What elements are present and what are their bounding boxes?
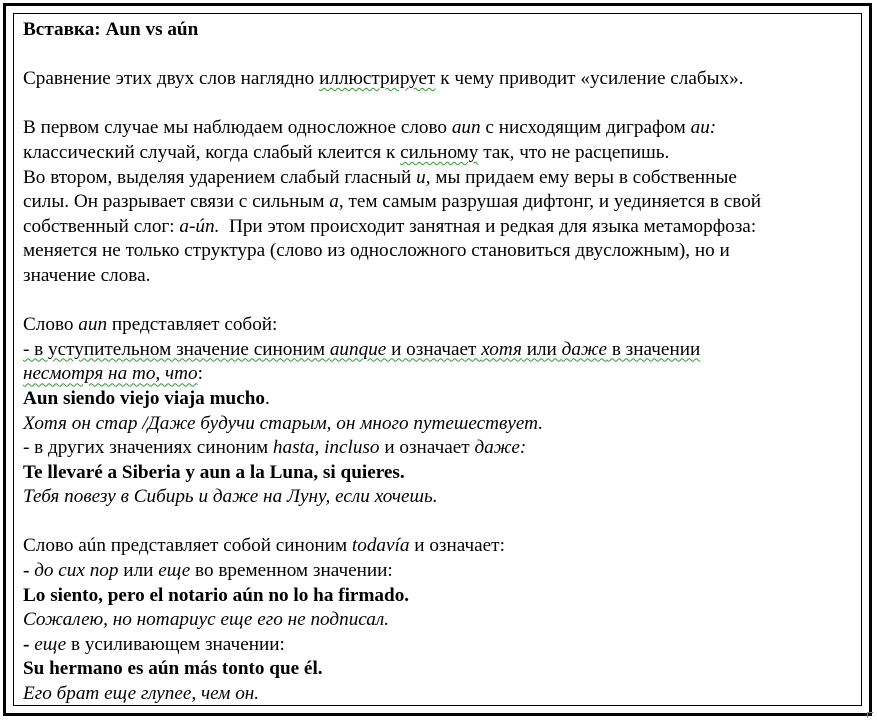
example-sentence: Su hermano es aún más tonto que él.	[23, 658, 323, 680]
italic-term: даже:	[474, 437, 527, 459]
paragraph-line: меняется не только структура (слово из односложного становиться двусложным), но и	[23, 240, 730, 262]
example-sentence: Te llevaré a Siberia y aun a la Luna, si quieres.	[23, 461, 405, 483]
spanish-example	[23, 657, 855, 682]
text: так, что не расцепишь.	[478, 141, 670, 163]
text: -	[23, 560, 35, 582]
spanish-example	[23, 584, 855, 609]
text: Слово aún представляет собой синоним	[23, 535, 352, 557]
intro-text: к чему приводит «усиление слабых».	[435, 68, 744, 90]
text: -	[23, 633, 35, 655]
text: мы придаем ему веры в собственные	[430, 166, 737, 188]
italic-term: еще	[158, 560, 191, 582]
italic-term: несмотря на то, что	[23, 363, 198, 385]
text: Слово	[23, 314, 79, 336]
paragraph-line	[23, 166, 855, 191]
text: и означает:	[409, 535, 505, 557]
aun-meaning-line	[23, 436, 855, 461]
example-sentence: Lo siento, pero el notario aún no lo ha firmado.	[23, 584, 410, 606]
text: Во втором, выделяя ударением слабый гласный	[23, 166, 417, 188]
text: во временном значении:	[190, 560, 393, 582]
italic-term: a-ún.	[179, 215, 220, 237]
italic-term: hasta, incluso	[272, 437, 380, 459]
paragraph-line	[23, 116, 855, 141]
text: или	[118, 560, 159, 582]
text: в значении	[607, 338, 701, 360]
text: - в уступительном значение синоним	[23, 338, 330, 360]
aun-heading-line	[23, 313, 855, 338]
text: силы. Он разрывает связи с сильным	[23, 191, 330, 213]
text: классический случай, когда слабый клеится к	[23, 141, 401, 163]
text: При этом происходит занятная и редкая для языка метаморфоза:	[219, 215, 757, 237]
text: и означает	[386, 338, 482, 360]
translation	[23, 608, 855, 633]
text: :	[197, 363, 203, 385]
paragraph-line	[23, 215, 855, 240]
translation-text: Его брат еще глупее, чем он.	[23, 683, 260, 705]
outer-frame	[3, 3, 872, 716]
aun-accent-heading-line	[23, 534, 855, 559]
title: Вставка: Aun vs aún	[23, 19, 199, 40]
blank-line	[23, 289, 855, 314]
italic-term: aun	[78, 314, 108, 336]
text: представляет собой:	[107, 314, 278, 336]
paragraph-line	[23, 141, 855, 166]
text: - в других значениях синоним	[23, 437, 273, 459]
italic-term: даже	[561, 338, 608, 360]
paragraph-line	[23, 190, 855, 215]
text: тем самым разрушая дифтонг, и уединяется в свой	[343, 191, 762, 213]
italic-term: до сих пор	[34, 560, 119, 582]
inner-frame	[13, 13, 862, 706]
italic-term: u,	[416, 166, 431, 188]
translation	[23, 485, 855, 510]
intro-text: Сравнение этих двух слов наглядно	[23, 68, 320, 90]
spellcheck-phrase	[23, 339, 700, 360]
italic-term: хотя	[481, 338, 522, 360]
example-sentence: Aun siendo viejo viaja mucho	[23, 387, 265, 409]
translation-text: Тебя повезу в Сибирь и даже на Луну, если хочешь.	[23, 486, 438, 508]
spanish-example	[23, 387, 855, 412]
text: собственный слог:	[23, 215, 180, 237]
aun-accent-meaning-line	[23, 559, 855, 584]
text: и означает	[379, 437, 475, 459]
text: В первом случае мы наблюдаем односложное слово	[23, 117, 452, 139]
italic-term: aun	[451, 117, 481, 139]
translation-text: Сожалею, но нотариус еще его не подписал.	[23, 609, 390, 631]
aun-meaning-line	[23, 362, 855, 387]
italic-term: a,	[329, 191, 344, 213]
translation	[23, 682, 855, 707]
italic-term: aunque	[329, 338, 387, 360]
document-body	[23, 18, 855, 707]
intro-line	[23, 67, 855, 92]
italic-term: todavía	[351, 535, 410, 557]
text: .	[265, 387, 270, 409]
spanish-example	[23, 461, 855, 486]
italic-term: au:	[690, 117, 717, 139]
aun-meaning-line	[23, 338, 855, 363]
blank-line	[23, 92, 855, 117]
spellcheck-word: иллюстрирует	[319, 68, 436, 90]
paragraph-line: значение слова.	[23, 264, 151, 286]
text: в усиливающем значении:	[66, 633, 285, 655]
blank-line	[23, 510, 855, 535]
text: или	[521, 338, 562, 360]
text: с нисходящим диграфом	[480, 117, 691, 139]
aun-accent-meaning-line	[23, 633, 855, 658]
resize-corner-mark	[867, 712, 873, 718]
spellcheck-word: сильному	[400, 141, 479, 163]
translation	[23, 412, 855, 437]
blank-line	[23, 43, 855, 68]
italic-term: еще	[34, 633, 67, 655]
title-line	[23, 18, 855, 43]
translation-text: Хотя он стар /Даже будучи старым, он много путешествует.	[23, 412, 544, 434]
